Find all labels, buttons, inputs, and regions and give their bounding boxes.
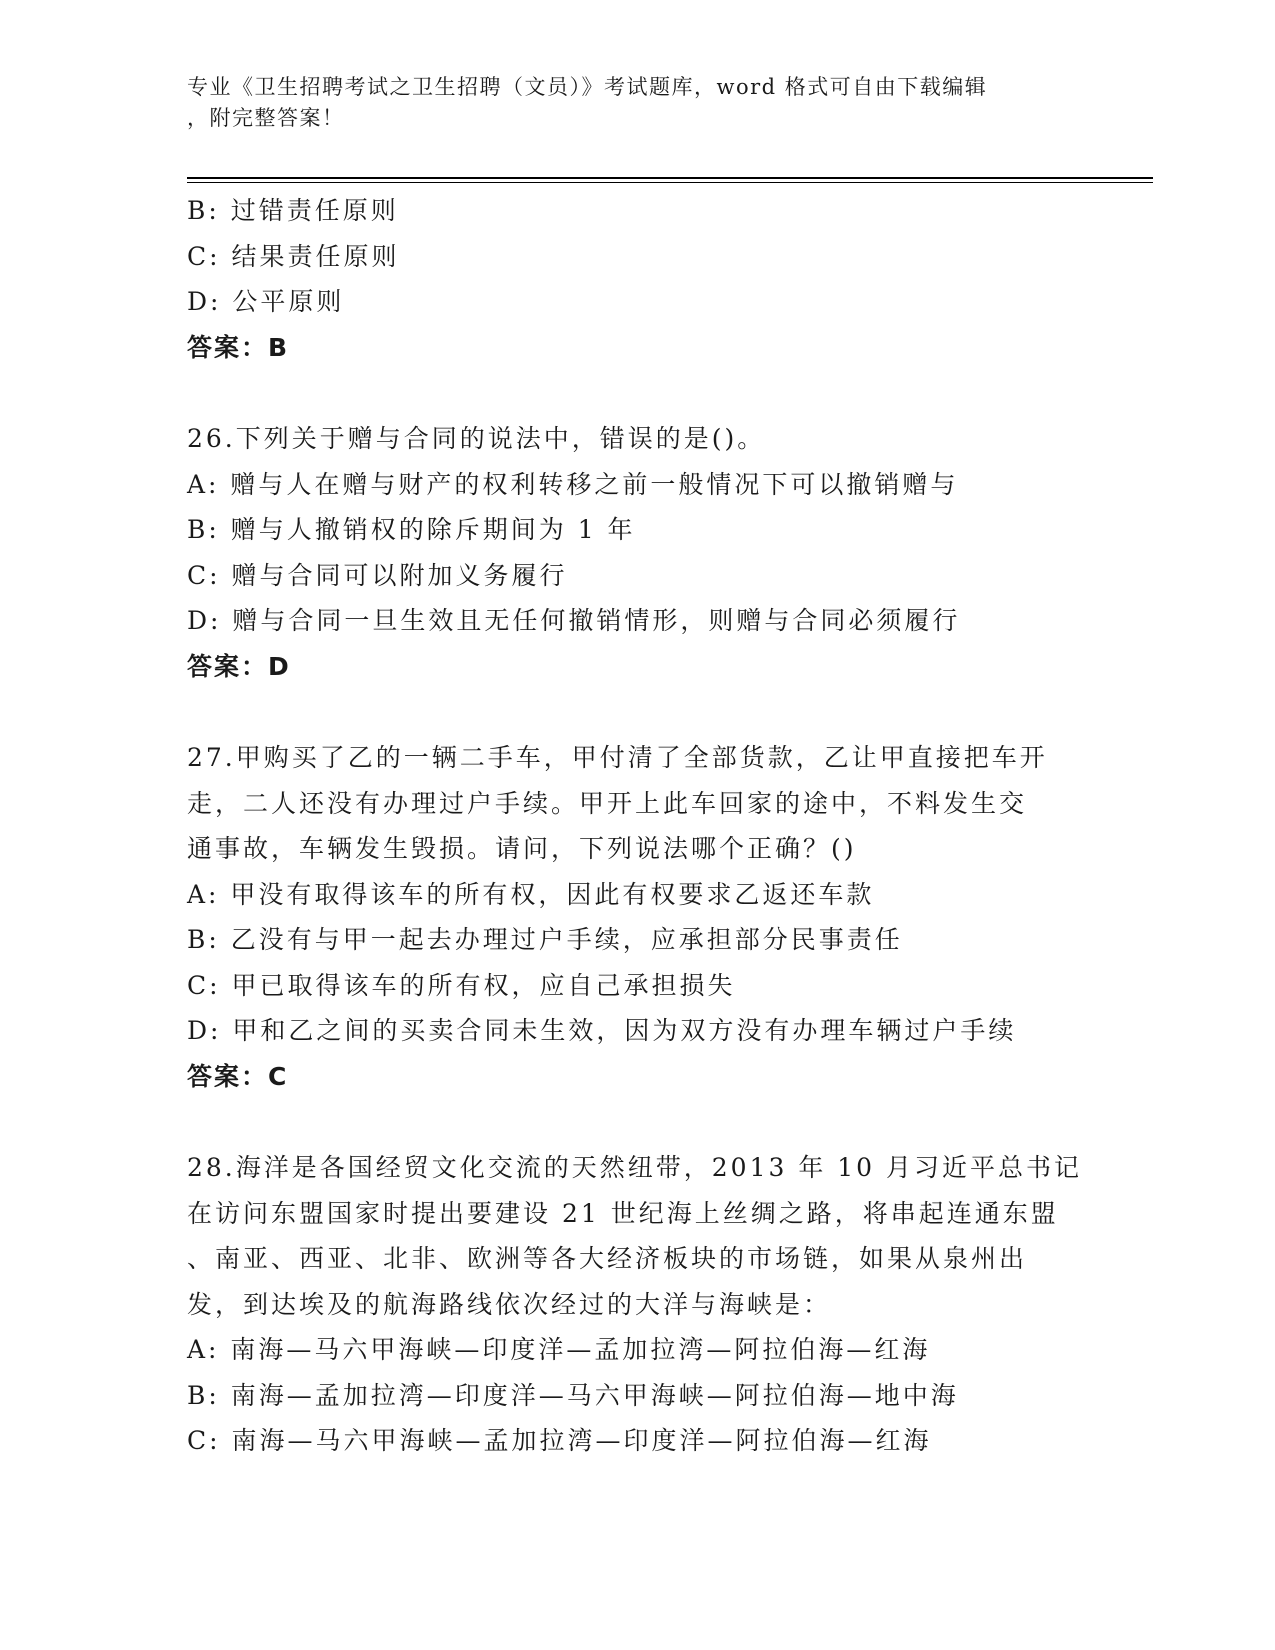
q26-answer: 答案：D [187, 651, 291, 681]
q27-option-d: D: 甲和乙之间的买卖合同未生效，因为双方没有办理车辆过户手续 [187, 1016, 1017, 1045]
spacer [187, 370, 1087, 416]
header-line-2: ，附完整答案！ [187, 106, 345, 130]
q26-stem: 26.下列关于赠与合同的说法中，错误的是()。 [187, 424, 766, 453]
q26-option-a: A: 赠与人在赠与财产的权利转移之前一般情况下可以撤销赠与 [187, 469, 959, 499]
q27-answer: 答案：C [187, 1061, 289, 1091]
q26-option-c: C: 赠与合同可以附加义务履行 [187, 560, 568, 590]
q28-option-b: B: 南海—孟加拉湾—印度洋—马六甲海峡—阿拉伯海—地中海 [187, 1380, 959, 1410]
q28-stem-line-4: 发，到达埃及的航海路线依次经过的大洋与海峡是： [187, 1289, 832, 1319]
q26-option-d: D: 赠与合同一旦生效且无任何撤销情形，则赠与合同必须履行 [187, 606, 961, 635]
q28-option-a: A: 南海—马六甲海峡—印度洋—孟加拉湾—阿拉伯海—红海 [187, 1335, 931, 1364]
q27-option-c: C: 甲已取得该车的所有权，应自己承担损失 [187, 970, 736, 1000]
q28-stem-line-1: 28.海洋是各国经贸文化交流的天然纽带，2013 年 10 月习近平总书记 [187, 1153, 1083, 1182]
q27-stem-line-3: 通事故，车辆发生毁损。请问，下列说法哪个正确？() [187, 834, 857, 863]
q25-answer: 答案：B [187, 332, 290, 362]
q28-stem-line-3: 、南亚、西亚、北非、欧洲等各大经济板块的市场链，如果从泉州出 [187, 1244, 1028, 1273]
q27-option-b: B: 乙没有与甲一起去办理过户手续，应承担部分民事责任 [187, 925, 903, 954]
question-list [187, 188, 1087, 1464]
document-header [187, 72, 1067, 134]
spacer [187, 689, 1087, 735]
q27-option-a: A: 甲没有取得该车的所有权，因此有权要求乙返还车款 [187, 879, 875, 909]
spacer [187, 1099, 1087, 1145]
q28-stem-line-2: 在访问东盟国家时提出要建设 21 世纪海上丝绸之路，将串起连通东盟 [187, 1198, 1059, 1228]
q27-stem-line-1: 27.甲购买了乙的一辆二手车，甲付清了全部货款，乙让甲直接把车开 [187, 743, 1048, 772]
header-rule-thick [187, 177, 1153, 179]
q25-option-d: D: 公平原则 [187, 287, 345, 316]
q27-stem-line-2: 走，二人还没有办理过户手续。甲开上此车回家的途中，不料发生交 [187, 788, 1028, 818]
header-rule-thin [187, 182, 1153, 183]
q25-option-b: B: 过错责任原则 [187, 196, 399, 225]
q28-option-c: C: 南海—马六甲海峡—孟加拉湾—印度洋—阿拉伯海—红海 [187, 1426, 932, 1455]
header-line-1: 专业《卫生招聘考试之卫生招聘（文员）》考试题库，word 格式可自由下载编辑 [187, 75, 988, 99]
q26-option-b: B: 赠与人撤销权的除斥期间为 1 年 [187, 515, 636, 544]
q25-option-c: C: 结果责任原则 [187, 241, 400, 271]
